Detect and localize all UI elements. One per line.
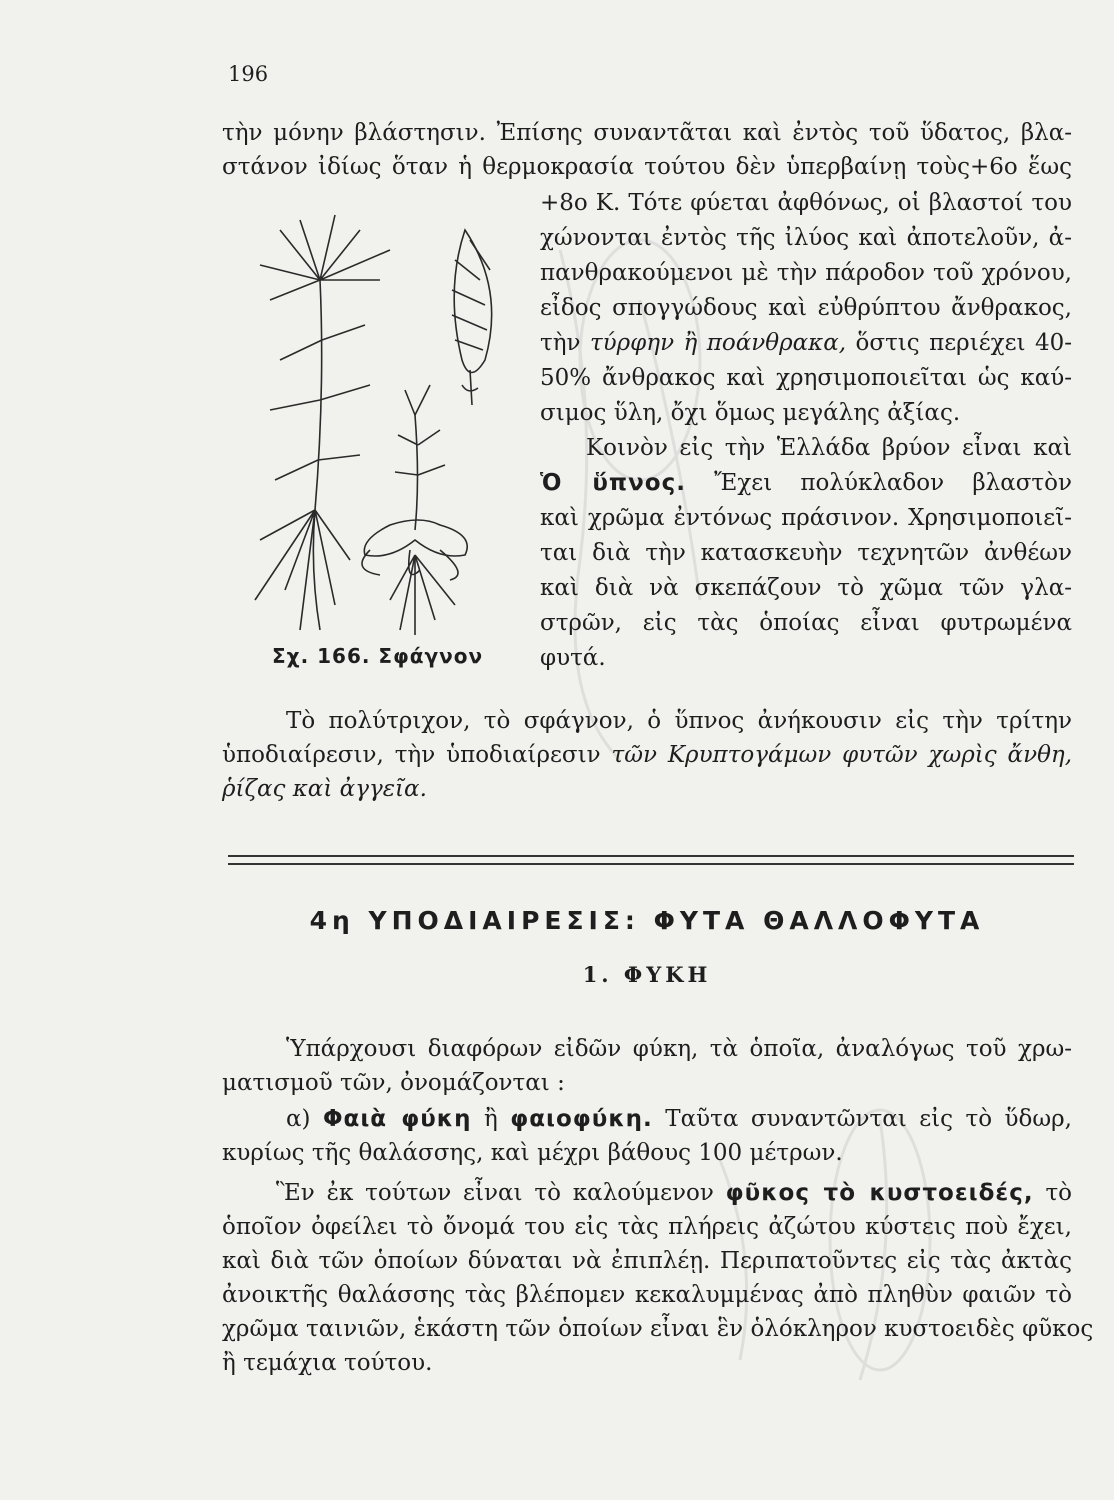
text-line: α) Φαιὰ φύκη ἢ φαιοφύκη. Ταῦτα συναντῶνται εἰς τὸ ὕδωρ,: [286, 1106, 1072, 1132]
italic-term: ῥίζας καὶ ἀγγεῖα.: [222, 776, 427, 802]
section-subheading: 1. ΦΥΚΗ: [582, 962, 712, 987]
text-line: πανθρακούμενοι μὲ τὴν πάροδον τοῦ χρόνου,: [540, 260, 1072, 286]
text-line: Κοινὸν εἰς τὴν Ἑλλάδα βρύον εἶναι καὶ: [586, 435, 1072, 461]
section-heading: 4η ΥΠΟΔΙΑΙΡΕΣΙΣ: ΦΥΤΑ ΘΑΛΛΟΦΥΤΑ: [309, 906, 985, 935]
text-line: τὴν τύρφην ἢ ποάνθρακα, ὅστις περιέχει 40-: [540, 330, 1073, 356]
text-line: 50% ἄνθρακος καὶ χρησιμοποιεῖται ὡς καύ-: [540, 365, 1072, 391]
divider-rule: [228, 855, 1074, 857]
text-line: +8ο Κ. Τότε φύεται ἀφθόνως, οἱ βλαστοί του: [540, 190, 1072, 216]
bold-term: φαιοφύκη.: [510, 1106, 653, 1132]
italic-term: τῶν Κρυπτογάμων φυτῶν χωρὶς ἄνθη,: [611, 742, 1073, 768]
moss-plant-illustration: [240, 210, 535, 640]
text-line: στάνον ἰδίως ὅταν ἡ θερμοκρασία τούτου δὲν ὑπερβαίνῃ τοὺς+6ο ἕως: [222, 154, 1072, 180]
text-line: φυτά.: [540, 645, 606, 671]
text-line: χρῶμα ταινιῶν, ἑκάστη τῶν ὁποίων εἶναι ἓν ὁλόκληρον κυστοειδὲς φῦκος: [222, 1316, 1094, 1342]
text-line: κυρίως τῆς θαλάσσης, καὶ μέχρι βάθους 100 μέτρων.: [222, 1140, 843, 1166]
text-line: χώνονται ἐντὸς τῆς ἰλύος καὶ ἀποτελοῦν, ἀ-: [540, 225, 1072, 251]
text-line: ται διὰ τὴν κατασκευὴν τεχνητῶν ἀνθέων: [540, 540, 1072, 566]
text-line: στρῶν, εἰς τὰς ὁποίας εἶναι φυτρωμένα: [540, 610, 1072, 636]
text-line: ἀνοικτῆς θαλάσσης τὰς βλέπομεν κεκαλυμμένας ἀπὸ πληθὺν φαιῶν τὸ: [222, 1282, 1072, 1308]
text-line: τὴν μόνην βλάστησιν. Ἐπίσης συναντᾶται καὶ ἐντὸς τοῦ ὕδατος, βλα-: [222, 120, 1072, 146]
text-line: καὶ διὰ τῶν ὁποίων δύναται νὰ ἐπιπλέῃ. Περιπατοῦντες εἰς τὰς ἀκτὰς: [222, 1248, 1072, 1274]
text-line: καὶ διὰ νὰ σκεπάζουν τὸ χῶμα τῶν γλα-: [540, 575, 1072, 601]
text-line: Τὸ πολύτριχον, τὸ σφάγνον, ὁ ὕπνος ἀνήκουσιν εἰς τὴν τρίτην: [286, 708, 1072, 734]
text-line: Ὁ ὕπνος. Ἔχει πολύκλαδον βλαστὸν: [540, 470, 1072, 496]
text-line: Ἓν ἐκ τούτων εἶναι τὸ καλούμενον φῦκος τὸ κυστοειδές, τὸ: [276, 1180, 1073, 1206]
figure-caption: Σχ. 166. Σφάγνον: [272, 644, 484, 668]
bold-term: Φαιὰ φύκη: [322, 1106, 472, 1132]
text-line: ματισμοῦ τῶν, ὀνομάζονται :: [222, 1070, 565, 1096]
text-line: ὁποῖον ὀφείλει τὸ ὄνομά του εἰς τὰς πλήρεις ἀζώτου κύστεις ποὺ ἔχει,: [222, 1214, 1072, 1240]
text-line: Ὑπάρχουσι διαφόρων εἰδῶν φύκη, τὰ ὁποῖα, ἀναλόγως τοῦ χρω-: [286, 1036, 1072, 1062]
text-line: καὶ χρῶμα ἐντόνως πράσινον. Χρησιμοποιεῖ-: [540, 505, 1072, 531]
bold-term: φῦκος τὸ κυστοειδές,: [725, 1180, 1034, 1206]
text-line: εἶδος σπογγώδους καὶ εὐθρύπτου ἄνθρακος,: [540, 295, 1072, 321]
page-number: 196: [228, 62, 269, 86]
italic-term: τύρφην ἢ ποάνθρακα,: [589, 330, 847, 356]
bold-term: Ὁ ὕπνος.: [540, 470, 686, 496]
text-line: σιμος ὕλη, ὄχι ὅμως μεγάλης ἀξίας.: [540, 400, 961, 426]
text-line: ἢ τεμάχια τούτου.: [222, 1350, 433, 1376]
divider-rule: [228, 863, 1074, 865]
text-line: ὑποδιαίρεσιν, τὴν ὑποδιαίρεσιν τῶν Κρυπτογάμων φυτῶν χωρὶς ἄνθη,: [222, 742, 1073, 768]
